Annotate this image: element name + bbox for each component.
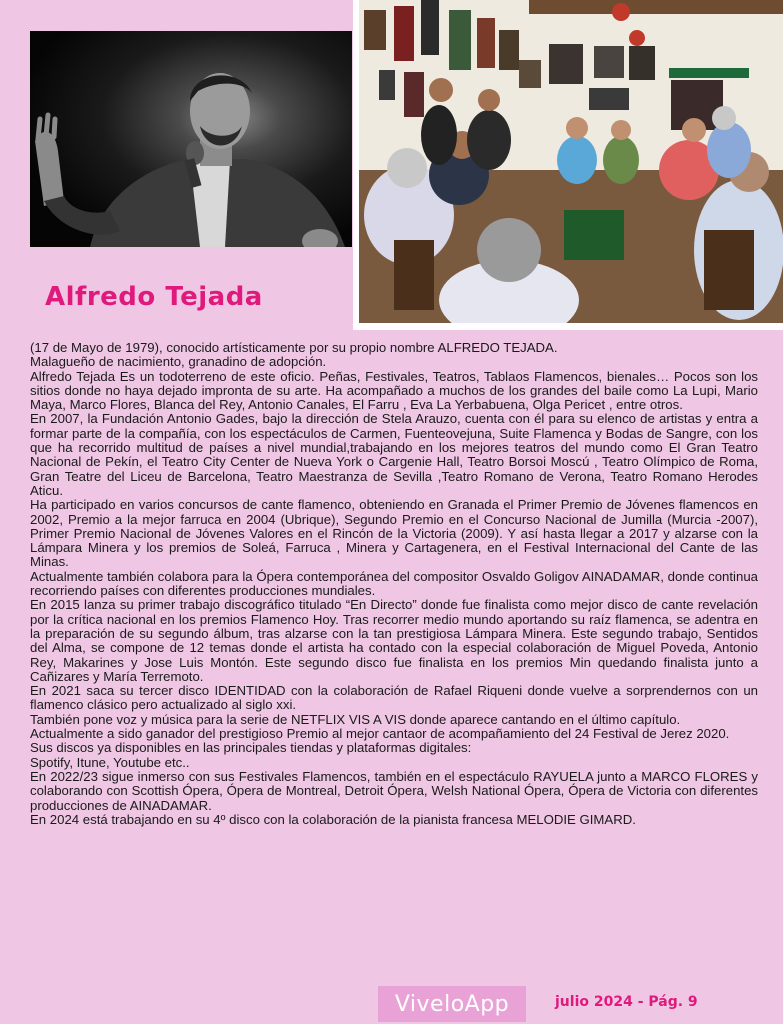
article-paragraph: (17 de Mayo de 1979), conocido artísticamente por su propio nombre ALFREDO TEJADA. — [30, 340, 558, 355]
article-paragraph: En 2022/23 sigue inmerso con sus Festivales Flamencos, también en el espectáculo RAYUELA junto a MARCO FLORES y colaborando con Scottish Ópera, Ópera de Montreal, Detroit Ópera, Welsh National Ópera, Ópera de Victoria con diferentes producciones de AINADAMAR. — [30, 768, 758, 813]
portrait-photo — [30, 31, 352, 247]
article-paragraph: También pone voz y música para la serie de NETFLIX VIS A VIS donde aparece cantando en el último capítulo. — [30, 711, 681, 727]
article-paragraph: Ha participado en varios concursos de cante flamenco, obteniendo en Granada el Primer Premio de Jóvenes flamencos en 2002, Premio a la mejor farruca en 2004 (Ubrique), Segundo Premio en el Concurso Nacional de Jumilla (Murcia -2007), Primer Premio Nacional de Jóvenes Valores en el Rincón de la Victoria (2009). Y así hasta llegar a 2017 y alzarse con la Lámpara Minera y los premios de Soleá, Farruca , Minera y Cartagenera, en el Festival Internacional del Cante de las Minas. — [30, 497, 758, 570]
group-illustration — [359, 0, 783, 323]
article-paragraph: En 2007, la Fundación Antonio Gades, bajo la dirección de Stela Arauzo, cuenta con él para su elenco de artistas y entra a formar parte de la compañía, con los espectáculos de Carmen, Fuenteovejuna, Suite Flamenca y Bodas de Sangre, con los que ha recorrido multitud de países a nivel mundial,trabajando en los mejores teatros del mundo como El Gran Teatro Nacional de Pekín, el Teatro City Center de Nueva York o Cargenie Hall, Teatro Borsoi Moscú , Teatro Olímpico de Roma, Gran Teatre del Liceu de Barcelona, Teatro Maestranza de Sevilla ,Teatro Romano de Verona, Teatro Romano Herodes Aticu. — [30, 411, 758, 498]
article-paragraph: Sus discos ya disponibles en las principales tiendas y plataformas digitales: — [30, 740, 472, 756]
article-paragraph: Alfredo Tejada Es un todoterreno de este oficio. Peñas, Festivales, Teatros, Tablaos Flamencos, bienales… Pocos son los sitios donde no haya dejado impronta de su arte. Ha acompañado a muchos de los grandes del baile como La Lupi, Mario Maya, Marco Flores, Blanca del Rey, Antonio Canales, El Farru , Eva La Yerbabuena, Olga Pericet , entre otros. — [30, 368, 758, 413]
article-paragraph: Malagueño de nacimiento, granadino de adopción. — [30, 354, 327, 370]
article-paragraph: En 2024 está trabajando en su 4º disco con la colaboración de la pianista francesa MELODIE GIMARD. — [30, 811, 636, 827]
vivelo-app-logo: ViveloApp — [378, 986, 526, 1022]
page-info: julio 2024 - Pág. 9 — [555, 994, 698, 1010]
portrait-illustration — [30, 31, 352, 247]
article-paragraph: Spotify, Itune, Youtube etc.. — [30, 754, 190, 770]
group-photo — [353, 0, 783, 330]
article-paragraph: Actualmente también colabora para la Ópera contemporánea del compositor Osvaldo Goligov AINADAMAR, donde continua recorriendo países con diferentes producciones mundiales. — [30, 568, 758, 599]
group-photo-scene — [359, 0, 783, 323]
article-paragraph: Actualmente a sido ganador del prestigioso Premio al mejor cantaor de acompañamiento del 24 Festival de Jerez 2020. — [30, 726, 730, 742]
artist-name-heading: Alfredo Tejada — [45, 282, 263, 312]
article-paragraph: En 2015 lanza su primer trabajo discográfico titulado “En Directo” donde fue finalista como mejor disco de cante revelación por la crítica nacional en los premios Flamenco Hoy. Tras recorrer medio mundo aportando su raíz flamenca, se adentra en la preparación de su segundo álbum, tras alzarse con la tan prestigiosa Lámpara Minera. Este segundo trabajo, Sentidos del Alma, se compone de 12 temas donde el artista ha contado con la especial colaboración de Miguel Poveda, Antonio Rey, Makarines y Jose Luis Montón. Este segundo disco fue finalista en los premios Min quedando finalista junto a Cañizares y María Terremoto. — [30, 597, 758, 684]
article-paragraph: En 2021 saca su tercer disco IDENTIDAD con la colaboración de Rafael Riqueni donde vuelve a sorprendernos con un flamenco clásico pero actualizado al siglo xxi. — [30, 683, 758, 713]
article-body — [30, 341, 758, 827]
